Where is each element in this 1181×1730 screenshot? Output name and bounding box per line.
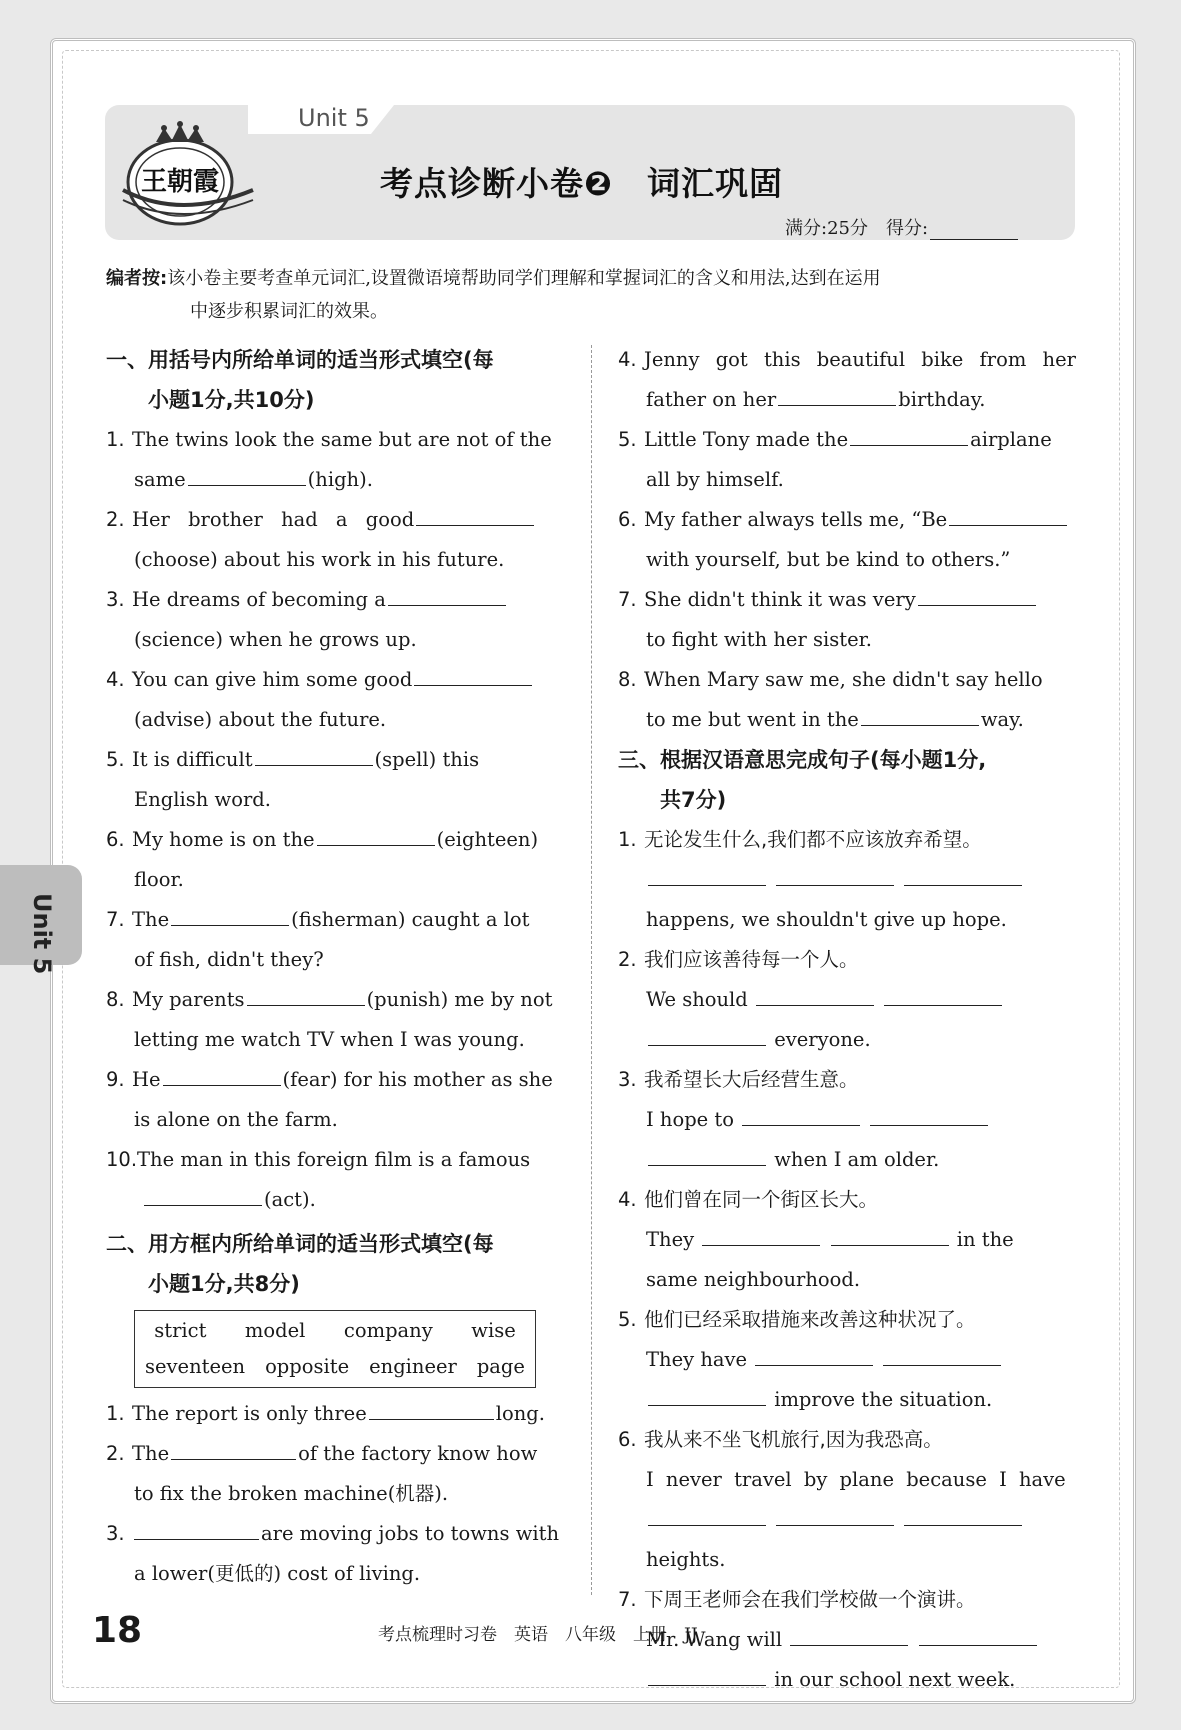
unit-side-tab: [0, 865, 82, 975]
question-number: 10.: [106, 1148, 138, 1171]
editor-note: [106, 262, 1076, 328]
question-text: Her brother had a good: [132, 508, 415, 531]
answer-blank[interactable]: [778, 383, 896, 406]
question-number: 8.: [618, 668, 637, 691]
hint-word: (spell) this: [374, 748, 480, 771]
answer-blank[interactable]: [188, 463, 306, 486]
answer-blank[interactable]: [416, 503, 534, 526]
question-text: all by himself.: [646, 468, 784, 491]
question-number: 2.: [618, 948, 637, 971]
s1-question-8: [106, 980, 566, 1060]
word-box-row-1: [135, 1313, 535, 1349]
section-1-title-line1: 一、用括号内所给单词的适当形式填空(每: [106, 348, 494, 372]
question-text: in our school next week.: [774, 1668, 1016, 1691]
note-label: 编者按:: [106, 268, 168, 289]
s2-question-7: [618, 580, 1076, 660]
question-number: 2.: [106, 508, 125, 531]
answer-blank[interactable]: [904, 863, 1022, 886]
left-column: [106, 340, 566, 1594]
answer-blank[interactable]: [755, 1343, 873, 1366]
question-text: (advise) about the future.: [134, 708, 387, 731]
answer-blank[interactable]: [317, 823, 435, 846]
question-number: 4.: [618, 348, 637, 371]
chinese-prompt: 他们曾在同一个街区长大。: [644, 1188, 879, 1211]
s1-question-9: [106, 1060, 566, 1140]
s2-question-5: [618, 420, 1076, 500]
side-tab-label: Unit 5: [28, 893, 56, 975]
question-text: same neighbourhood.: [646, 1268, 861, 1291]
word-box-item: opposite: [265, 1355, 350, 1378]
s3-question-1: [618, 820, 1076, 940]
hint-word: (high).: [307, 468, 373, 491]
s2-question-3: [106, 1514, 566, 1594]
s1-question-10: [106, 1140, 566, 1220]
unit-label: Unit 5: [298, 104, 370, 132]
note-line-1: 该小卷主要考查单元词汇,设置微语境帮助同学们理解和掌握词汇的含义和用法,达到在运用: [167, 268, 881, 289]
question-number: 1.: [618, 828, 637, 851]
question-text: When Mary saw me, she didn't say hello: [644, 668, 1043, 691]
question-text: The report is only three: [132, 1402, 367, 1425]
question-number: 6.: [106, 828, 125, 851]
footer-text: 考点梳理时习卷 英语 八年级 上册 JJ: [378, 1625, 698, 1645]
s2-question-2: [106, 1434, 566, 1514]
answer-blank[interactable]: [702, 1223, 820, 1246]
question-text: Little Tony made the: [644, 428, 849, 451]
word-box-item: engineer: [369, 1355, 457, 1378]
answer-blank[interactable]: [870, 1103, 988, 1126]
answer-blank[interactable]: [388, 583, 506, 606]
question-text: They have: [646, 1348, 748, 1371]
word-box: [134, 1310, 536, 1388]
section-1-title: [106, 340, 566, 420]
hint-word: (eighteen): [436, 828, 539, 851]
question-text: way.: [980, 708, 1024, 731]
question-text: father on her: [646, 388, 777, 411]
s1-question-5: [106, 740, 566, 820]
question-text: heights.: [646, 1548, 726, 1571]
score-blank[interactable]: [930, 223, 1018, 240]
answer-blank[interactable]: [776, 863, 894, 886]
page-title: 考点诊断小卷❷ 词汇巩固: [380, 164, 783, 203]
word-box-item: strict: [154, 1319, 207, 1342]
question-number: 3.: [106, 588, 125, 611]
question-text: My parents: [132, 988, 245, 1011]
answer-blank[interactable]: [648, 1143, 766, 1166]
word-box-item: page: [476, 1355, 525, 1378]
score-label: 满分:25分 得分:: [785, 218, 929, 239]
question-number: 9.: [106, 1068, 125, 1091]
s1-question-3: [106, 580, 566, 660]
question-text: to me but went in the: [646, 708, 859, 731]
answer-blank[interactable]: [949, 503, 1067, 526]
word-box-item: wise: [471, 1319, 516, 1342]
chinese-prompt: 无论发生什么,我们都不应该放弃希望。: [644, 828, 982, 851]
hint-word: (act).: [264, 1188, 316, 1211]
question-text: airplane: [970, 428, 1052, 451]
question-number: 7.: [106, 908, 125, 931]
hint-word: (fear) for his mother as she: [282, 1068, 553, 1091]
answer-blank[interactable]: [144, 1183, 262, 1206]
question-text: She didn't think it was very: [644, 588, 916, 611]
answer-blank[interactable]: [648, 863, 766, 886]
question-text: of the factory know how: [298, 1442, 538, 1465]
answer-blank[interactable]: [756, 983, 874, 1006]
question-text: The: [132, 908, 170, 931]
question-text: when I am older.: [774, 1148, 940, 1171]
s3-question-6: [618, 1420, 1076, 1580]
question-text: (science) when he grows up.: [134, 628, 417, 651]
section-2-title: [106, 1224, 566, 1304]
s2-question-1: [106, 1394, 566, 1434]
question-number: 4.: [618, 1188, 637, 1211]
answer-blank[interactable]: [648, 1503, 766, 1526]
question-number: 3.: [618, 1068, 637, 1091]
answer-blank[interactable]: [790, 1623, 908, 1646]
question-text: is alone on the farm.: [134, 1108, 338, 1131]
s1-question-2: [106, 500, 566, 580]
question-text: are moving jobs to towns with: [261, 1522, 560, 1545]
answer-blank[interactable]: [247, 983, 365, 1006]
question-text: birthday.: [898, 388, 986, 411]
question-number: 2.: [106, 1442, 125, 1465]
chinese-prompt: 下周王老师会在我们学校做一个演讲。: [644, 1588, 976, 1611]
s1-question-7: [106, 900, 566, 980]
question-number: 4.: [106, 668, 125, 691]
answer-blank[interactable]: [163, 1063, 281, 1086]
question-number: 6.: [618, 1428, 637, 1451]
answer-blank[interactable]: [918, 583, 1036, 606]
chinese-prompt: 我希望长大后经营生意。: [644, 1068, 859, 1091]
answer-blank[interactable]: [255, 743, 373, 766]
publisher-logo: [118, 120, 258, 230]
chinese-prompt: 他们已经采取措施来改善这种状况了。: [644, 1308, 976, 1331]
note-line-2: 中逐步积累词汇的效果。: [190, 301, 388, 322]
question-text: with yourself, but be kind to others.”: [646, 548, 1011, 571]
s2-question-6: [618, 500, 1076, 580]
s1-question-4: [106, 660, 566, 740]
question-text: (choose) about his work in his future.: [134, 548, 505, 571]
answer-blank[interactable]: [369, 1397, 494, 1420]
s2-question-8: [618, 660, 1076, 740]
word-box-item: company: [343, 1319, 433, 1342]
answer-blank[interactable]: [776, 1503, 894, 1526]
question-text: They: [646, 1228, 695, 1251]
s1-question-6: [106, 820, 566, 900]
answer-blank[interactable]: [919, 1623, 1037, 1646]
question-text: everyone.: [774, 1028, 871, 1051]
question-text: My father always tells me, “Be: [644, 508, 948, 531]
answer-blank[interactable]: [850, 423, 968, 446]
question-number: 8.: [106, 988, 125, 1011]
question-text: to fix the broken machine(机器).: [134, 1482, 449, 1505]
question-number: 5.: [106, 748, 125, 771]
question-text: same: [134, 468, 186, 491]
answer-blank[interactable]: [904, 1503, 1022, 1526]
answer-blank[interactable]: [831, 1223, 949, 1246]
s3-question-4: [618, 1180, 1076, 1300]
question-text: a lower(更低的) cost of living.: [134, 1562, 421, 1585]
question-text: in the: [956, 1228, 1014, 1251]
answer-blank[interactable]: [884, 983, 1002, 1006]
word-box-item: model: [244, 1319, 306, 1342]
question-number: 6.: [618, 508, 637, 531]
section-3-title-line2: 共7分): [660, 788, 727, 812]
question-text: You can give him some good: [132, 668, 413, 691]
question-text: It is difficult: [132, 748, 253, 771]
question-number: 5.: [618, 1308, 637, 1331]
question-number: 7.: [618, 1588, 637, 1611]
question-text: letting me watch TV when I was young.: [134, 1028, 525, 1051]
chinese-prompt: 我们应该善待每一个人。: [644, 948, 859, 971]
word-box-item: seventeen: [144, 1355, 246, 1378]
question-text: Jenny got this beautiful bike from her: [644, 348, 1076, 371]
question-text: long.: [495, 1402, 545, 1425]
answer-blank[interactable]: [648, 1383, 766, 1406]
answer-blank[interactable]: [883, 1343, 1001, 1366]
s3-question-3: [618, 1060, 1076, 1180]
page-number: 18: [92, 1610, 143, 1651]
answer-blank[interactable]: [414, 663, 532, 686]
answer-blank[interactable]: [648, 1663, 766, 1686]
answer-blank[interactable]: [742, 1103, 860, 1126]
question-text: The: [132, 1442, 170, 1465]
question-text: I hope to: [646, 1108, 734, 1131]
question-text: to fight with her sister.: [646, 628, 873, 651]
section-3-title-line1: 三、根据汉语意思完成句子(每小题1分,: [618, 748, 987, 772]
s1-question-1: [106, 420, 566, 500]
hint-word: (fisherman) caught a lot: [291, 908, 530, 931]
question-text: improve the situation.: [774, 1388, 993, 1411]
answer-blank[interactable]: [134, 1517, 259, 1540]
hint-word: (punish) me by not: [366, 988, 553, 1011]
answer-blank[interactable]: [171, 903, 289, 926]
question-number: 5.: [618, 428, 637, 451]
section-2-title-line2: 小题1分,共8分): [148, 1272, 300, 1296]
question-number: 1.: [106, 428, 125, 451]
section-1-title-line2: 小题1分,共10分): [148, 388, 315, 412]
answer-blank[interactable]: [171, 1437, 296, 1460]
answer-blank[interactable]: [648, 1023, 766, 1046]
right-column: [618, 340, 1076, 1700]
question-text: He: [132, 1068, 161, 1091]
question-text: floor.: [134, 868, 184, 891]
question-text: We should: [646, 988, 748, 1011]
score-line: [785, 214, 1020, 240]
chinese-prompt: 我从来不坐飞机旅行,因为我恐高。: [644, 1428, 943, 1451]
section-2-title-line1: 二、用方框内所给单词的适当形式填空(每: [106, 1232, 494, 1256]
question-text: I never travel by plane because I have: [646, 1468, 1066, 1491]
logo-text: 王朝霞: [140, 167, 220, 197]
question-number: 3.: [106, 1522, 125, 1545]
question-text: English word.: [134, 788, 271, 811]
question-text: The twins look the same but are not of the: [132, 428, 552, 451]
question-number: 1.: [106, 1402, 125, 1425]
question-text: Mr. Wang will: [646, 1628, 783, 1651]
question-text: The man in this foreign film is a famous: [137, 1148, 531, 1171]
s3-question-5: [618, 1300, 1076, 1420]
answer-blank[interactable]: [861, 703, 979, 726]
question-text: My home is on the: [132, 828, 315, 851]
question-text: He dreams of becoming a: [132, 588, 386, 611]
question-text: happens, we shouldn't give up hope.: [646, 908, 1007, 931]
s2-question-4: [618, 340, 1076, 420]
word-box-row-2: [135, 1349, 535, 1385]
section-3-title: [618, 740, 1076, 820]
column-divider: [591, 345, 592, 1595]
question-text: of fish, didn't they?: [134, 948, 324, 971]
question-number: 7.: [618, 588, 637, 611]
s3-question-2: [618, 940, 1076, 1060]
